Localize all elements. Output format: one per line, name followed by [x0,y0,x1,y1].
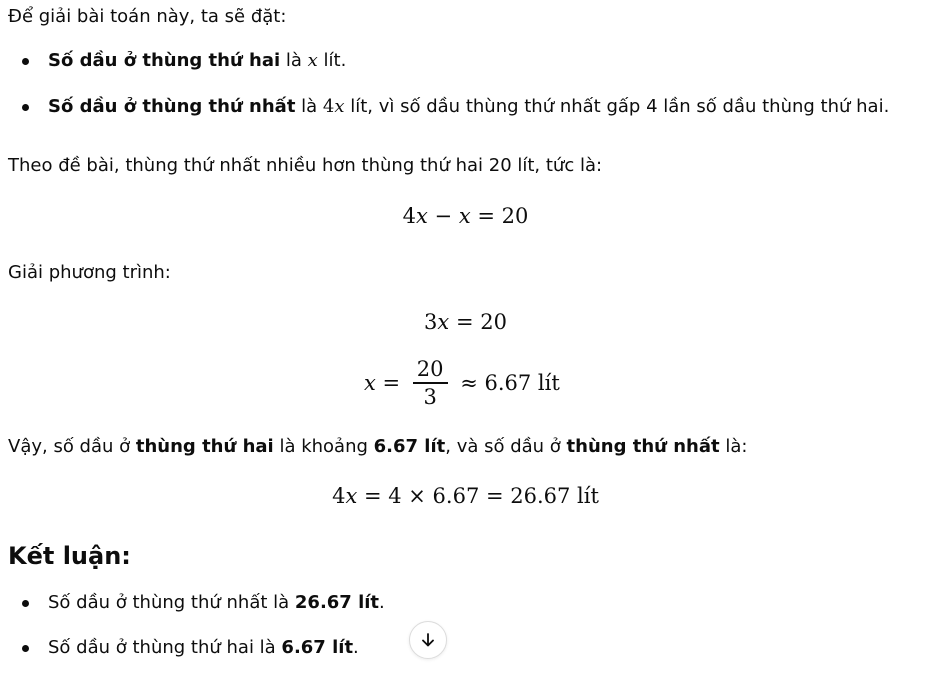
list-item-text [48,95,889,119]
fraction [413,356,448,410]
bold-text: Số dầu ở thùng thứ hai [48,50,281,71]
bold-text: thùng thứ hai [135,436,274,457]
text: là khoảng [273,436,374,457]
text: . [353,637,359,658]
conclusion-heading: Kết luận: [8,542,131,570]
text: lít, vì số dầu thùng thứ nhất gấp 4 lần số dầu thùng thứ hai. [344,96,890,117]
math-var: x [416,204,428,228]
text: là [280,50,308,71]
math-operator: = [375,371,407,395]
summary-text [8,435,747,459]
bullet-dot [22,600,29,607]
text: lít. [317,50,347,71]
math-expression: = 20 [449,310,507,334]
bullet-dot [22,104,29,111]
equation-2 [0,308,931,336]
scroll-to-bottom-button[interactable] [409,621,447,659]
fraction-denominator: 3 [423,384,437,409]
text: Số dầu ở thùng thứ hai là [48,637,282,658]
math-var: x [364,371,376,395]
fraction-numerator: 20 [416,357,444,382]
math-number: 4 [402,204,417,228]
math-operator: − [427,204,459,228]
math-expression: = 20 [470,204,529,228]
bold-text: 6.67 lít [281,637,354,658]
text: Vậy, số dầu ở [8,436,136,457]
solve-label: Giải phương trình: [8,262,171,283]
math-number: 3 [424,310,438,334]
math-var: x [345,484,358,508]
bullet-dot [22,58,29,65]
math-var: x [437,310,450,334]
list-item-text [48,591,385,615]
text: là: [719,436,748,457]
math-number: 4 [322,96,335,117]
bullet-dot [22,645,29,652]
text: Số dầu ở thùng thứ nhất là [48,592,295,613]
math-number: 4 [332,484,346,508]
equation-4 [0,482,931,510]
math-expression: ≈ 6.67 lít [453,371,560,395]
bold-text: 26.67 lít [294,592,380,613]
bold-text: Số dầu ở thùng thứ nhất [48,96,296,117]
bold-text: thùng thứ nhất [566,436,720,457]
intro-text: Để giải bài toán này, ta sẽ đặt: [8,6,287,27]
text: , và số dầu ở [445,436,567,457]
equation-3 [0,353,931,413]
math-expression: = 4 × 6.67 = 26.67 lít [357,484,599,508]
arrow-down-icon [419,631,437,649]
math-var: x [458,204,471,228]
text: . [379,592,385,613]
bold-text: 6.67 lít [373,436,446,457]
condition-text: Theo đề bài, thùng thứ nhất nhiều hơn thùng thứ hai 20 lít, tức là: [8,155,603,176]
math-var: x [334,96,345,117]
list-item-text [48,636,359,660]
text: là [295,96,323,117]
list-item-text [48,49,346,73]
equation-1 [0,202,931,230]
math-var: x [307,50,318,71]
